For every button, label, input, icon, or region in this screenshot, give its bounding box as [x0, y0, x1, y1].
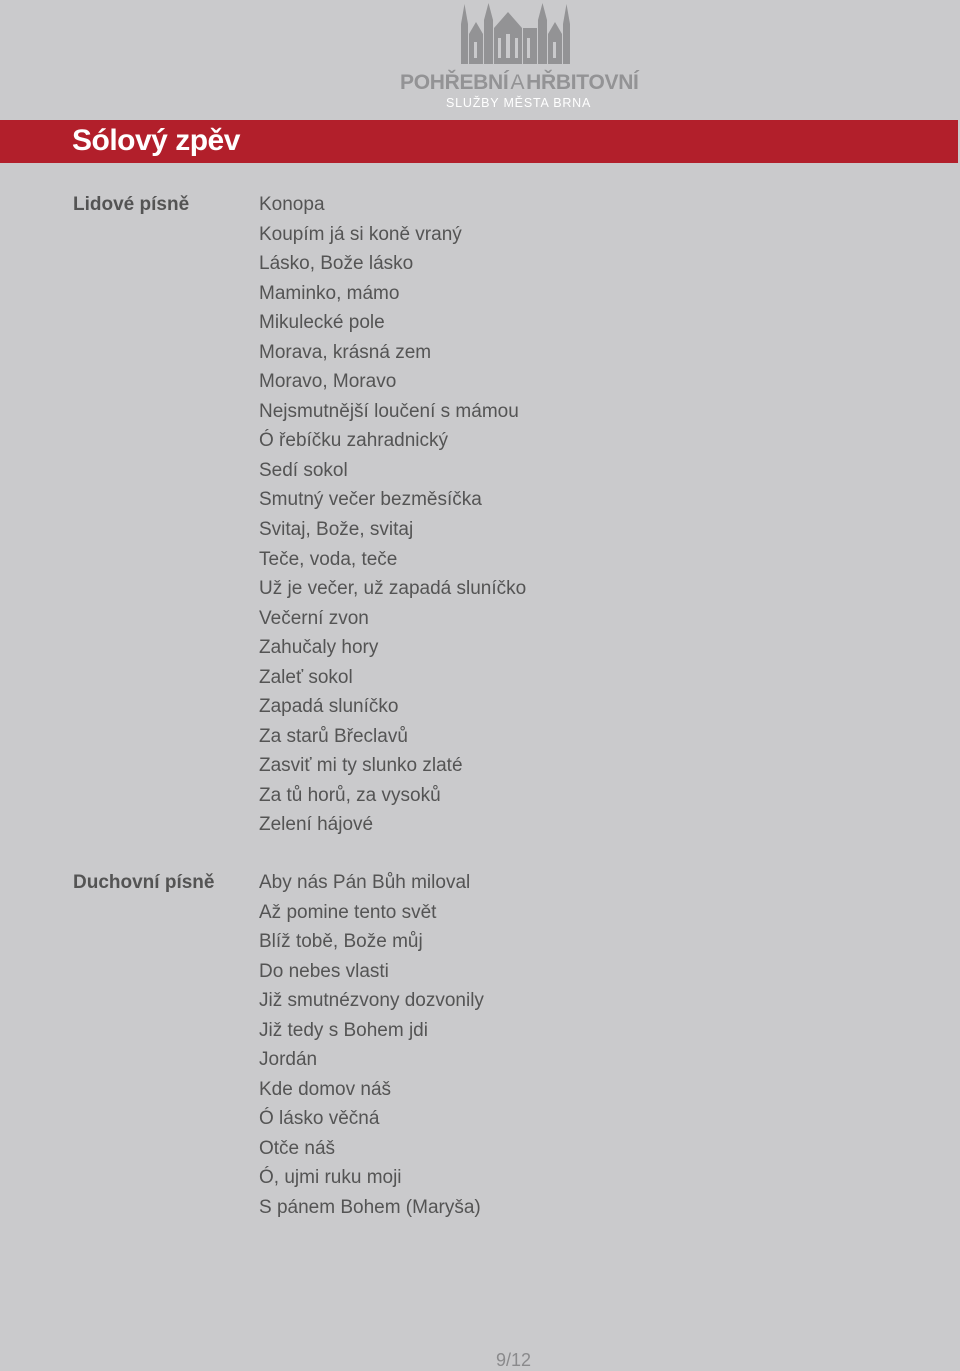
company-logo [400, 0, 639, 116]
song-item: Konopa [259, 194, 325, 215]
song-item: Ó řebíčku zahradnický [259, 430, 449, 452]
logo-wordmark [400, 71, 639, 95]
section-label-folk-songs: Lidové písně [73, 194, 190, 215]
logo-word-connector: A [510, 71, 525, 94]
section-label-sacred-songs: Duchovní písně [73, 872, 215, 893]
song-item: Teče, voda, teče [259, 548, 398, 570]
page-title: Sólový zpěv [72, 124, 240, 157]
song-item: Za tů horů, za vysoků [259, 784, 441, 806]
logo-word-1: POHŘEBNÍ [400, 71, 509, 94]
song-item: Blíž tobě, Bože můj [259, 931, 423, 953]
song-item: Svitaj, Bože, svitaj [259, 519, 414, 541]
song-item: Do nebes vlasti [259, 960, 389, 982]
song-item: Až pomine tento svět [259, 901, 437, 923]
song-item: Ó, ujmi ruku moji [259, 1167, 402, 1189]
song-item: Zapadá sluníčko [259, 696, 399, 718]
song-item: Již tedy s Bohem jdi [259, 1019, 428, 1041]
song-item: Sedí sokol [259, 459, 348, 481]
song-item: Zelení hájové [259, 814, 374, 836]
song-item: Koupím já si koně vraný [259, 223, 462, 245]
song-item: Smutný večer bezměsíčka [259, 489, 482, 511]
song-item: Zaleť sokol [259, 666, 353, 688]
title-bar [0, 120, 958, 163]
logo-subtitle: SLUŽBY MĚSTA BRNA [446, 96, 592, 110]
song-item: Zahučaly hory [259, 637, 379, 659]
page-number: 9/12 [496, 1350, 532, 1370]
song-item: Zasviť mi ty slunko zlaté [259, 755, 463, 777]
song-item: Maminko, mámo [259, 282, 400, 304]
cathedral-icon [460, 0, 576, 64]
song-item: Jordán [259, 1049, 318, 1071]
song-item: Za starů Břeclavů [259, 725, 408, 747]
song-item: Kde domov náš [259, 1078, 392, 1100]
song-item: Lásko, Bože lásko [259, 253, 414, 275]
song-item: Moravo, Moravo [259, 371, 397, 393]
song-item: Morava, krásná zem [259, 341, 432, 363]
sacred-songs-list [259, 868, 484, 1223]
song-item: Mikulecké pole [259, 312, 385, 334]
song-item: S pánem Bohem (Maryša) [259, 1197, 481, 1219]
song-item: Otče náš [259, 1137, 336, 1159]
song-item: Už je večer, už zapadá sluníčko [259, 578, 527, 600]
logo-word-2: HŘBITOVNÍ [526, 71, 639, 94]
folk-songs-list [259, 190, 526, 840]
song-item: Večerní zvon [259, 607, 369, 629]
song-item: Aby nás Pán Bůh miloval [259, 872, 471, 893]
song-item: Nejsmutnější loučení s mámou [259, 400, 519, 422]
song-item: Již smutnézvony dozvonily [259, 990, 484, 1012]
song-item: Ó lásko věčná [259, 1108, 380, 1130]
